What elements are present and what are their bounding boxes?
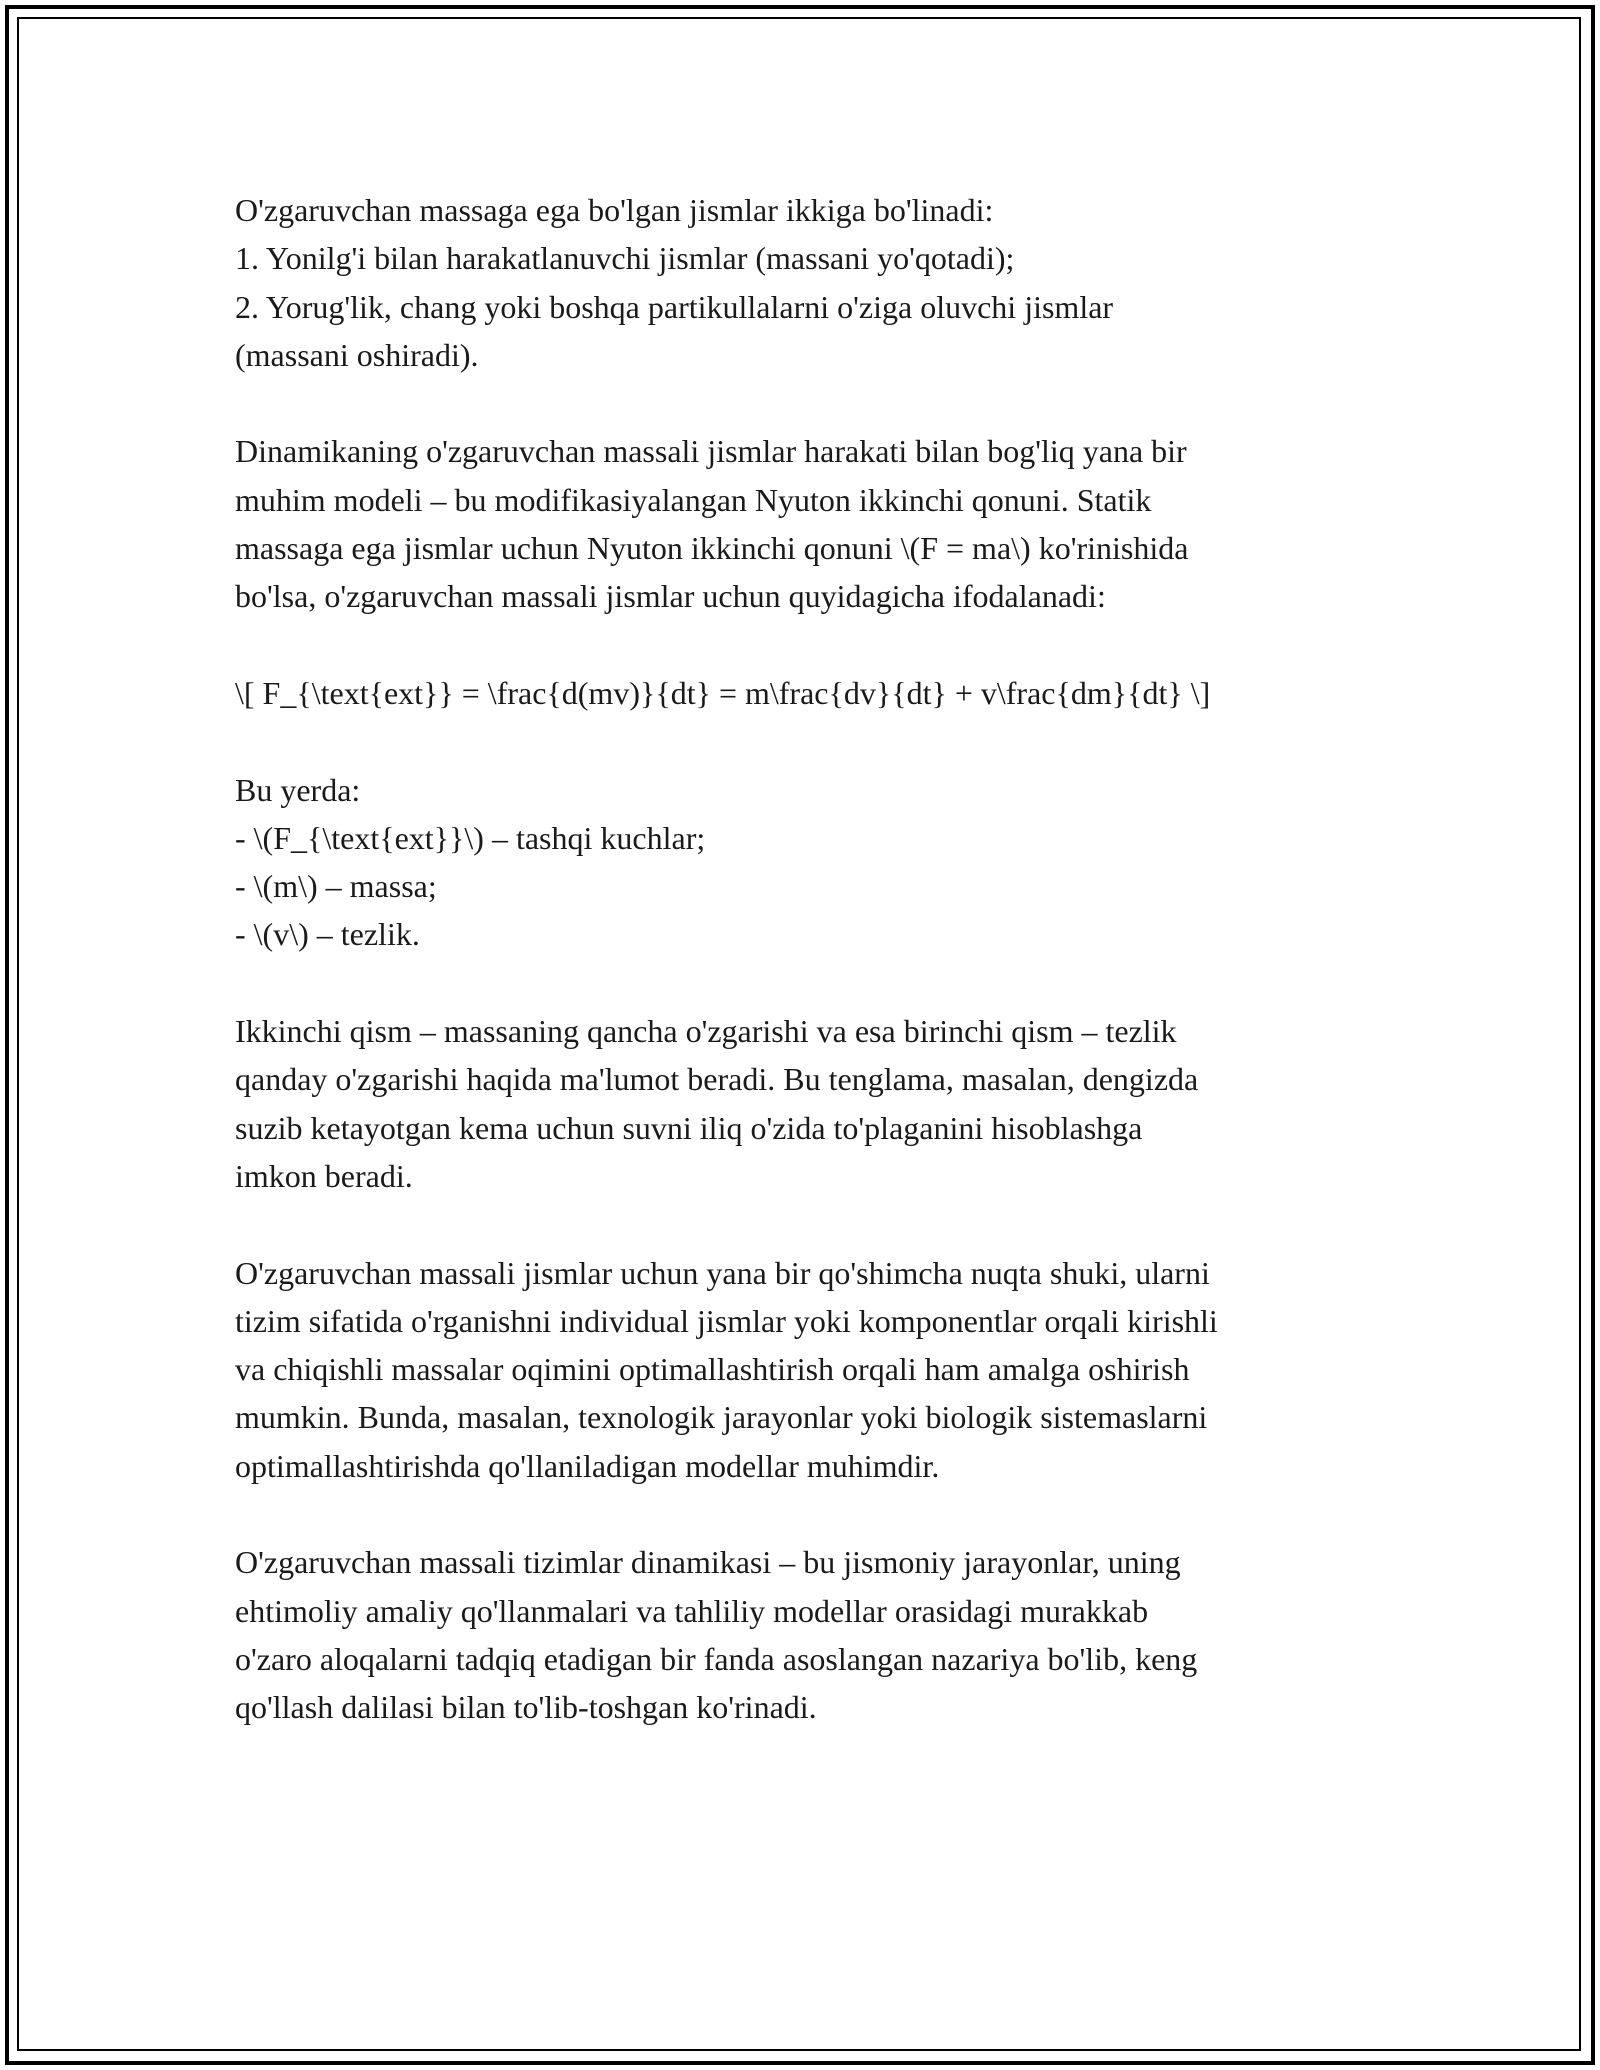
- paragraph-explanation: [235, 1007, 1385, 1200]
- text-line: (massani oshiradi).: [235, 336, 479, 373]
- text-line: Dinamikaning o'zgaruvchan massali jismlar harakati bilan bog'liq yana bir: [235, 433, 1187, 470]
- equation-line: \[ F_{\text{ext}} = \frac{d(mv)}{dt} = m\frac{dv}{dt} + v\frac{dm}{dt} \]: [235, 674, 1211, 711]
- text-line: imkon beradi.: [235, 1157, 413, 1194]
- text-line: o'zaro aloqalarni tadqiq etadigan bir fanda asoslangan nazariya bo'lib, keng: [235, 1640, 1198, 1677]
- text-line: Ikkinchi qism – massaning qancha o'zgarishi va esa birinchi qism – tezlik: [235, 1013, 1177, 1050]
- text-line: mumkin. Bunda, masalan, texnologik jarayonlar yoki biologik sistemaslarni: [235, 1399, 1208, 1436]
- text-line: va chiqishli massalar oqimini optimallashtirish orqali ham amalga oshirish: [235, 1351, 1190, 1388]
- document-body: [235, 186, 1385, 1780]
- text-line: qo'llash dalilasi bilan to'lib-toshgan ko'rinadi.: [235, 1689, 817, 1726]
- text-line: massaga ega jismlar uchun Nyuton ikkinchi qonuni \(F = ma\) ko'rinishida: [235, 530, 1189, 567]
- definition-item: - \(m\) – massa;: [235, 868, 437, 905]
- text-line: O'zgaruvchan massali jismlar uchun yana bir qo'shimcha nuqta shuki, ularni: [235, 1254, 1210, 1291]
- text-line: O'zgaruvchan massaga ega bo'lgan jismlar ikkiga bo'linadi:: [235, 192, 994, 228]
- text-line: 1. Yonilg'i bilan harakatlanuvchi jismlar (massani yo'qotadi);: [235, 240, 1015, 277]
- text-line: suzib ketayotgan kema uchun suvni iliq o'zida to'plaganini hisoblashga: [235, 1109, 1143, 1146]
- text-line: muhim modeli – bu modifikasiyalangan Nyuton ikkinchi qonuni. Statik: [235, 481, 1152, 518]
- text-line: optimallashtirishda qo'llaniladigan modellar muhimdir.: [235, 1447, 940, 1484]
- definition-item: - \(F_{\text{ext}}\) – tashqi kuchlar;: [235, 819, 706, 856]
- paragraph-equation: [235, 669, 1385, 717]
- text-line: qanday o'zgarishi haqida ma'lumot beradi. Bu tenglama, masalan, dengizda: [235, 1061, 1199, 1098]
- text-line: 2. Yorug'lik, chang yoki boshqa partikullalarni o'ziga oluvchi jismlar: [235, 288, 1114, 325]
- paragraph-newton-law: [235, 427, 1385, 620]
- paragraph-systems: [235, 1249, 1385, 1490]
- text-line: O'zgaruvchan massali tizimlar dinamikasi – bu jismoniy jarayonlar, uning: [235, 1544, 1181, 1581]
- paragraph-mass-types: [235, 186, 1385, 379]
- definition-item: - \(v\) – tezlik.: [235, 916, 420, 953]
- paragraph-conclusion: [235, 1538, 1385, 1731]
- text-line: Bu yerda:: [235, 771, 361, 808]
- text-line: ehtimoliy amaliy qo'llanmalari va tahliliy modellar orasidagi murakkab: [235, 1592, 1149, 1629]
- text-line: bo'lsa, o'zgaruvchan massali jismlar uchun quyidagicha ifodalanadi:: [235, 578, 1106, 615]
- text-line: tizim sifatida o'rganishni individual jismlar yoki komponentlar orqali kirishli: [235, 1302, 1218, 1339]
- paragraph-definitions: [235, 766, 1385, 959]
